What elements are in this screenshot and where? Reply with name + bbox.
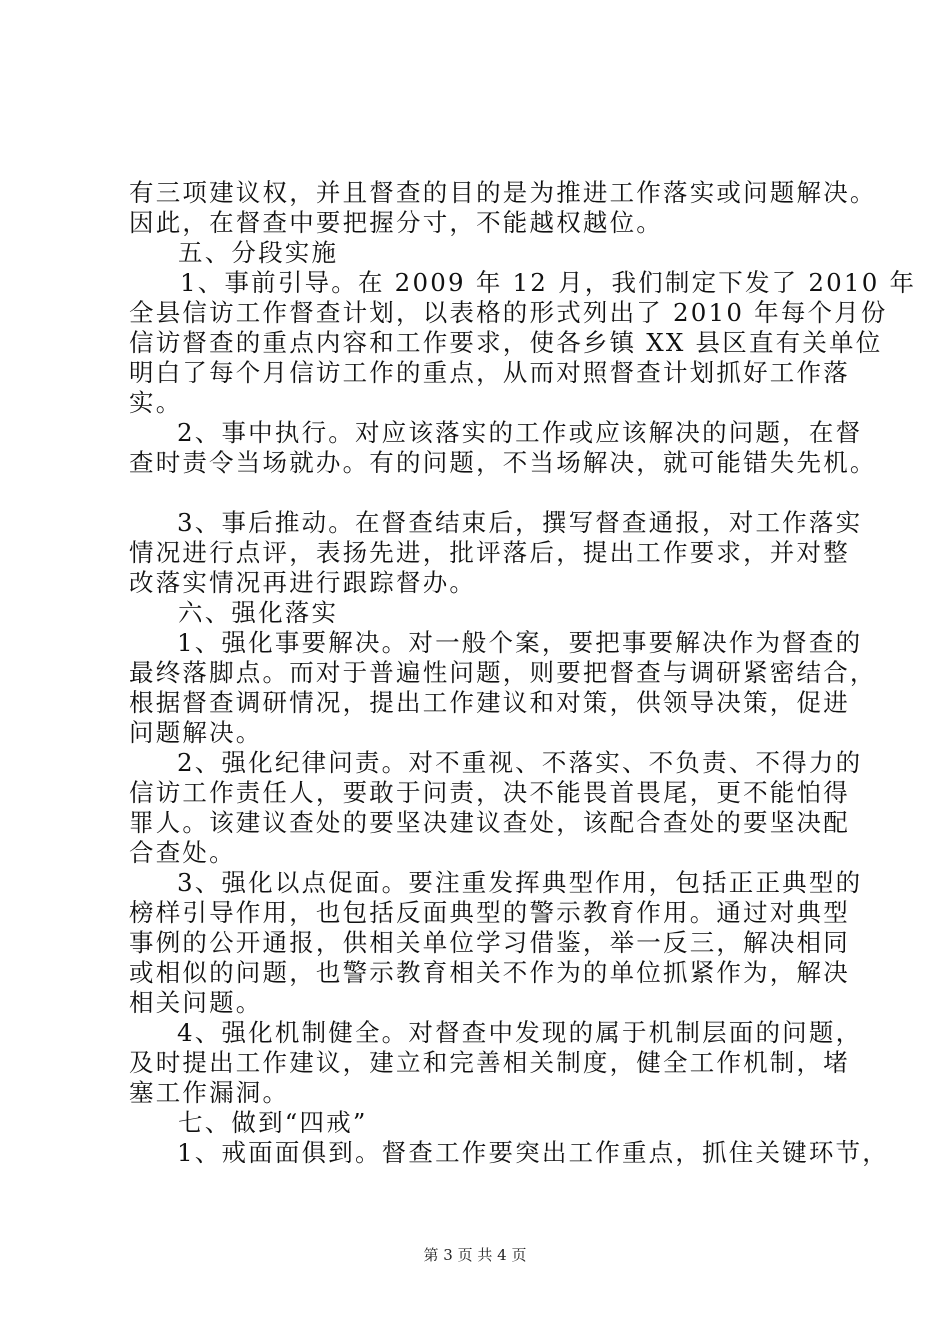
text-line: 明白了每个月信访工作的重点，从而对照督查计划抓好工作落 [129,358,850,387]
text-line: 相关问题。 [129,988,263,1017]
text-line: 合查处。 [129,838,236,867]
section-heading: 六、强化落实 [178,598,339,627]
text-line: 榜样引导作用，也包括反面典型的警示教育作用。通过对典型 [129,898,850,927]
text-line: 事例的公开通报，供相关单位学习借鉴，举一反三，解决相同 [129,928,850,957]
text-line: 及时提出工作建议，建立和完善相关制度，健全工作机制，堵 [129,1048,850,1077]
text-line: 改落实情况再进行跟踪督办。 [129,568,477,597]
text-line: 4、强化机制健全。对督查中发现的属于机制层面的问题， [177,1018,863,1047]
text-line: 罪人。该建议查处的要坚决建议查处，该配合查处的要坚决配 [129,808,850,837]
text-line: 有三项建议权，并且督查的目的是为推进工作落实或问题解决。 [129,178,877,207]
section-heading: 七、做到“四戒” [178,1108,368,1137]
text-line: 情况进行点评，表扬先进，批评落后，提出工作要求，并对整 [129,538,850,567]
text-line: 1、戒面面俱到。督查工作要突出工作重点，抓住关键环节， [177,1138,889,1167]
text-line: 2、事中执行。对应该落实的工作或应该解决的问题，在督 [177,418,863,447]
text-line: 根据督查调研情况，提出工作建议和对策，供领导决策，促进 [129,688,850,717]
text-line: 1、事前引导。在 2009 年 12 月，我们制定下发了 2010 年 [180,268,917,297]
text-line: 1、强化事要解决。对一般个案，要把事要解决作为督查的 [177,628,863,657]
text-line: 因此，在督查中要把握分寸，不能越权越位。 [129,208,663,237]
section-heading: 五、分段实施 [178,238,339,267]
text-line: 2、强化纪律问责。对不重视、不落实、不负责、不得力的 [177,748,863,777]
text-line: 实。 [129,388,183,417]
text-line: 3、强化以点促面。要注重发挥典型作用，包括正正典型的 [177,868,863,897]
text-line: 信访工作责任人，要敢于问责，决不能畏首畏尾，更不能怕得 [129,778,850,807]
text-line: 最终落脚点。而对于普遍性问题，则要把督查与调研紧密结合， [129,658,877,687]
text-line: 全县信访工作督查计划，以表格的形式列出了 2010 年每个月份 [129,298,888,327]
text-line: 问题解决。 [129,718,263,747]
text-line: 塞工作漏洞。 [129,1078,290,1107]
text-line: 或相似的问题，也警示教育相关不作为的单位抓紧作为，解决 [129,958,850,987]
text-line: 信访督查的重点内容和工作要求，使各乡镇 XX 县区直有关单位 [129,328,883,357]
text-line: 3、事后推动。在督查结束后，撰写督查通报，对工作落实 [177,508,863,537]
text-line: 查时责令当场就办。有的问题，不当场解决，就可能错失先机。 [129,448,877,477]
page-footer: 第 3 页 共 4 页 [423,1246,527,1264]
